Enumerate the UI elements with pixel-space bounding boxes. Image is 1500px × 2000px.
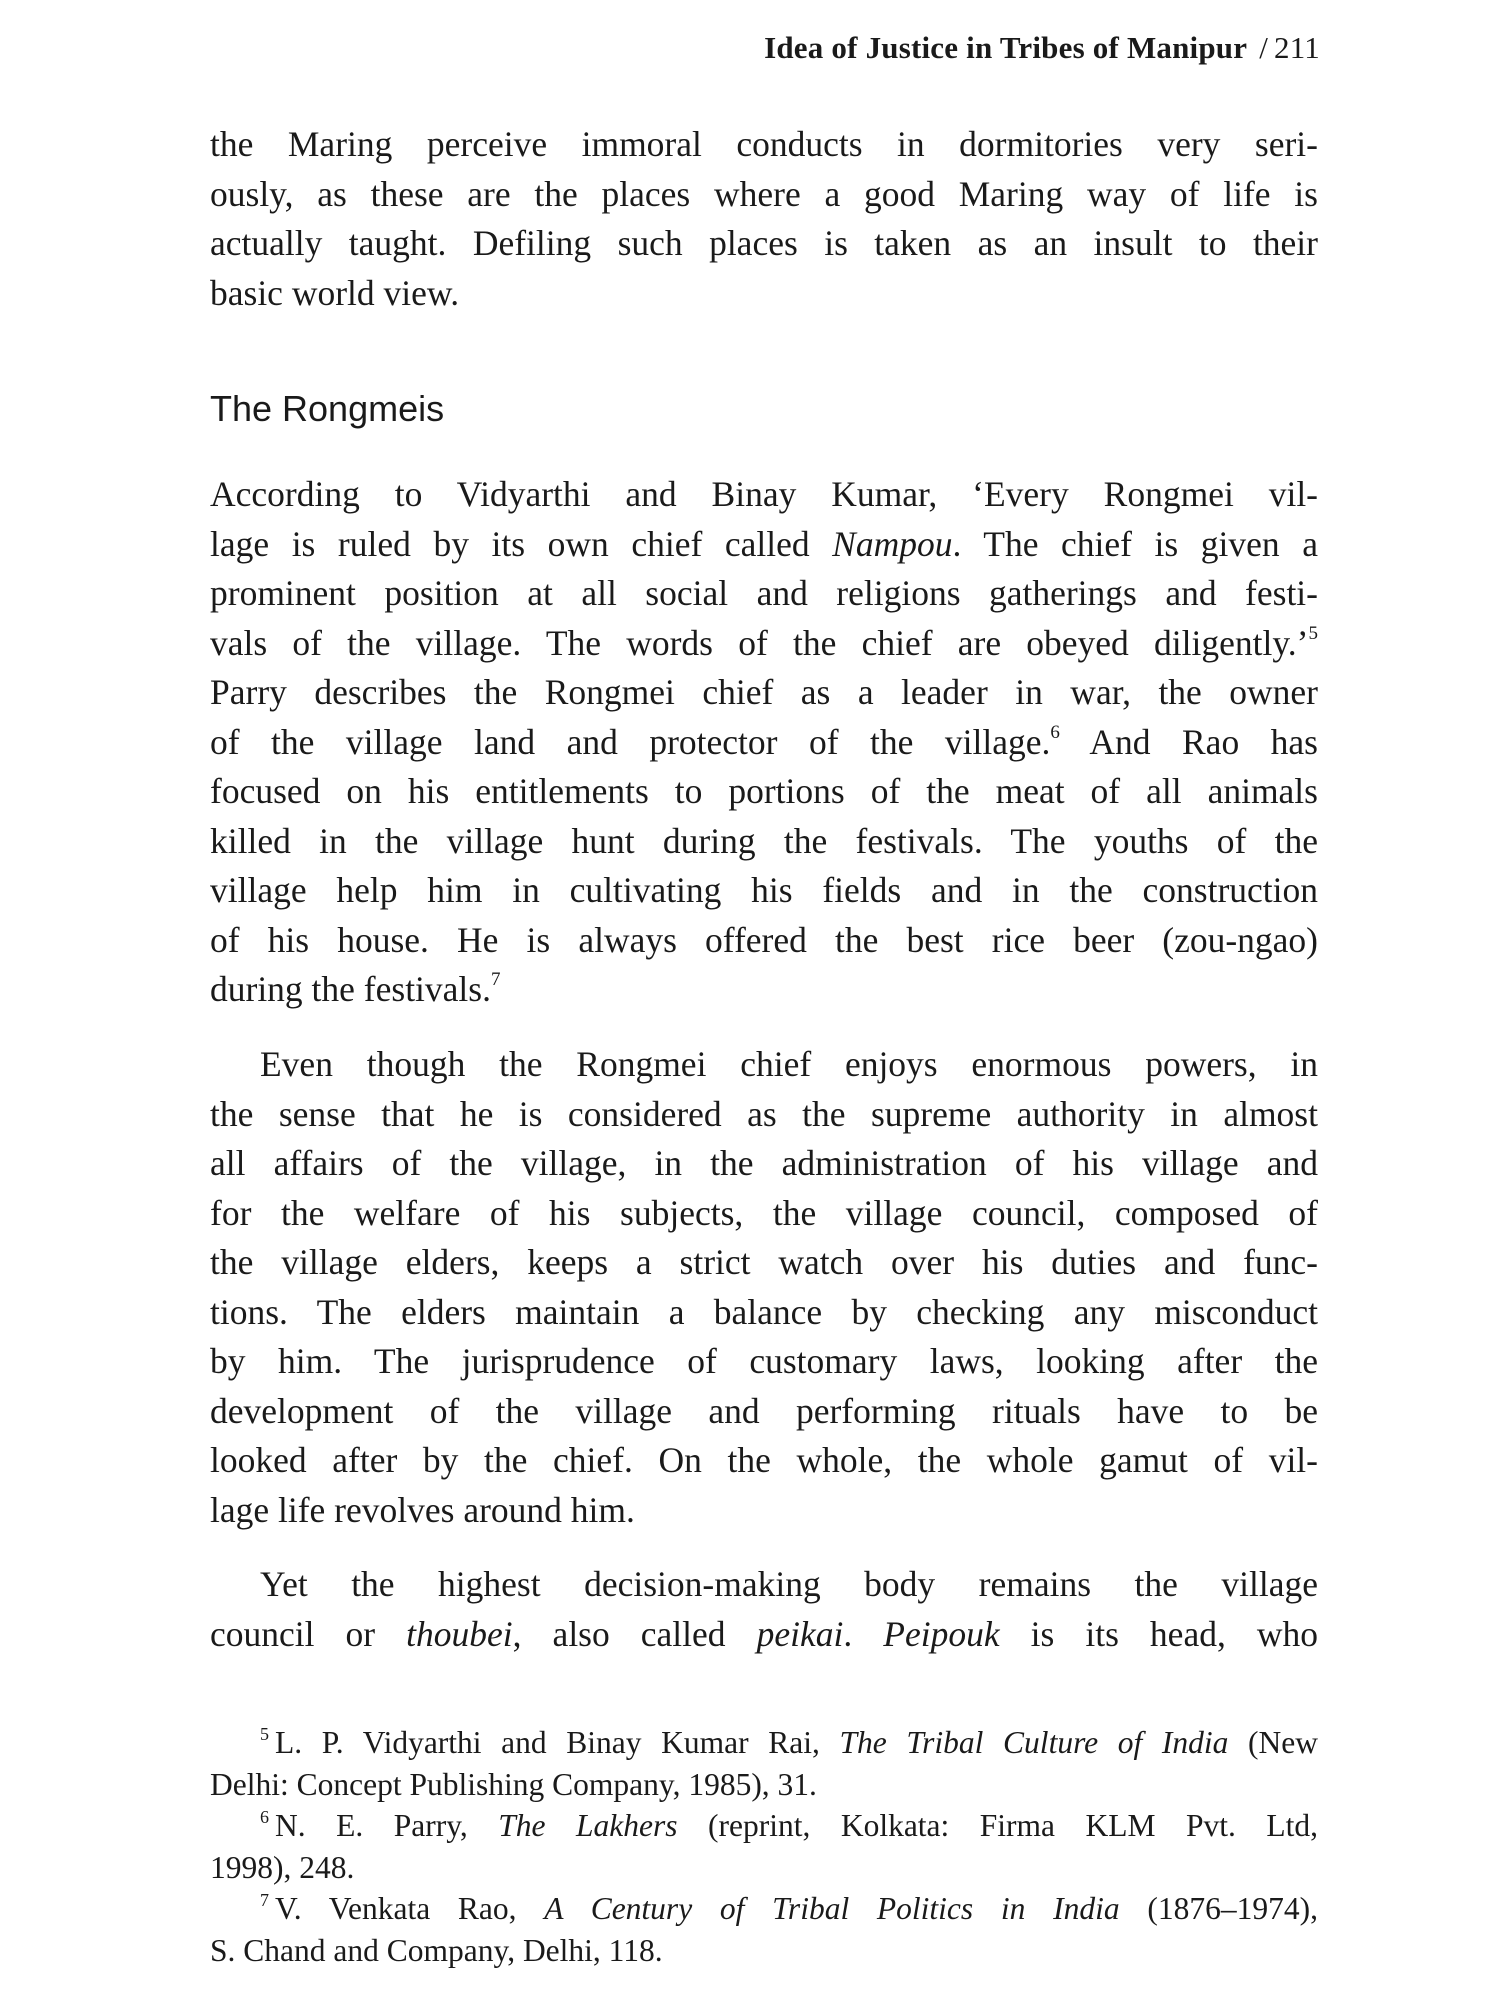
- text-line: by him. The jurisprudence of customary laws, looking after the: [210, 1341, 1318, 1381]
- italic-term-peipouk: Peipouk: [883, 1613, 1000, 1654]
- text-line: the village elders, keeps a strict watch over his duties and func-: [210, 1242, 1318, 1282]
- text-line: According to Vidyarthi and Binay Kumar, ‘Every Rongmei vil-: [210, 474, 1318, 514]
- italic-term-nampou: Nampou: [832, 523, 953, 564]
- text-line: actually taught. Defiling such places is taken as an insult to their: [210, 223, 1318, 263]
- text-run: lage is ruled by its own chief called: [210, 523, 833, 564]
- text-line: looked after by the chief. On the whole, the whole gamut of vil-: [210, 1440, 1318, 1480]
- text-line: killed in the village hunt during the festivals. The youths of the: [210, 820, 1318, 861]
- footnote-book-title: A Century of Tribal Politics in India: [544, 1891, 1120, 1926]
- text-line: lage life revolves around him.: [210, 1489, 635, 1530]
- footnote-book-title: The Lakhers: [498, 1808, 678, 1843]
- footnote-number: 7: [260, 1890, 269, 1910]
- footnote-5: [210, 1722, 1318, 1764]
- text-line: development of the village and performing rituals have to be: [210, 1390, 1318, 1431]
- text-line: prominent position at all social and religions gatherings and festi-: [210, 573, 1318, 613]
- text-line: Parry describes the Rongmei chief as a leader in war, the owner: [210, 672, 1318, 712]
- footnote-7-continued: S. Chand and Company, Delhi, 118.: [210, 1932, 663, 1968]
- footnote-6: [210, 1805, 1318, 1847]
- text-line: basic world view.: [210, 272, 460, 313]
- paragraph-maring-continued: [210, 120, 1318, 318]
- text-line: tions. The elders maintain a balance by checking any misconduct: [210, 1291, 1318, 1332]
- text-run: of the village land and protector of the village.: [210, 721, 1051, 762]
- text-line: Even though the Rongmei chief enjoys enormous powers, in: [260, 1044, 1318, 1084]
- text-line: village help him in cultivating his fields and in the construction: [210, 870, 1318, 910]
- text-run: And Rao has: [1059, 721, 1318, 762]
- footnote-7: [210, 1888, 1318, 1930]
- text-run: V. Venkata Rao,: [275, 1891, 545, 1926]
- footnote-book-title: The Tribal Culture of India: [839, 1725, 1229, 1760]
- text-line: of his house. He is always offered the best rice beer (zou-ngao): [210, 919, 1318, 960]
- text-run: during the festivals.: [210, 969, 491, 1009]
- text-line: [210, 1610, 1318, 1660]
- running-header: [600, 30, 1320, 66]
- text-line: the Maring perceive immoral conducts in dormitories very seri-: [210, 124, 1318, 164]
- footnote-ref-5: 5: [1308, 622, 1318, 644]
- section-heading: The Rongmeis: [210, 388, 445, 429]
- text-line: Yet the highest decision-making body remains the village: [260, 1564, 1318, 1604]
- text-line: ously, as these are the places where a good Maring way of life is: [210, 173, 1318, 214]
- italic-term-thoubei: thoubei: [406, 1613, 513, 1654]
- paragraph-village-council: [210, 1040, 1318, 1535]
- text-line: [210, 718, 1318, 768]
- text-run: (reprint, Kolkata: Firma KLM Pvt. Ltd,: [677, 1808, 1318, 1843]
- text-line: all affairs of the village, in the administration of his village and: [210, 1143, 1318, 1183]
- text-run: N. E. Parry,: [275, 1808, 499, 1843]
- footnote-6-continued: 1998), 248.: [210, 1849, 355, 1885]
- running-header-title: Idea of Justice in Tribes of Manipur: [764, 30, 1248, 65]
- text-line: [210, 619, 1318, 669]
- paragraph-decision-making-body: [210, 1560, 1318, 1659]
- text-run: .: [843, 1613, 884, 1654]
- footnote-5-continued: Delhi: Concept Publishing Company, 1985), 31.: [210, 1766, 817, 1802]
- text-run: (New: [1228, 1725, 1318, 1760]
- text-line: focused on his entitlements to portions of the meat of all animals: [210, 771, 1318, 811]
- page-number: 211: [1274, 30, 1320, 65]
- running-header-separator: /: [1259, 30, 1269, 65]
- paragraph-rongmei-chief: [210, 470, 1318, 1015]
- text-run: , also called: [512, 1613, 757, 1654]
- text-run: vals of the village. The words of the chief are obeyed diligently.’: [210, 622, 1309, 663]
- footnotes: [210, 1722, 1318, 1971]
- footnote-number: 5: [260, 1724, 269, 1744]
- text-line: [210, 965, 1318, 1015]
- text-run: . The chief is given a: [952, 523, 1318, 564]
- italic-term-peikai: peikai: [756, 1613, 844, 1654]
- text-line: for the welfare of his subjects, the village council, composed of: [210, 1192, 1318, 1233]
- text-line: the sense that he is considered as the supreme authority in almost: [210, 1093, 1318, 1134]
- footnote-ref-7: 7: [490, 969, 501, 990]
- text-run: is its head, who: [999, 1613, 1319, 1654]
- text-line: [210, 520, 1318, 570]
- footnote-number: 6: [260, 1807, 269, 1827]
- text-run: (1876–1974),: [1119, 1891, 1318, 1926]
- footnote-ref-6: 6: [1050, 721, 1060, 743]
- text-run: council or: [210, 1613, 407, 1654]
- text-run: L. P. Vidyarthi and Binay Kumar Rai,: [275, 1725, 840, 1760]
